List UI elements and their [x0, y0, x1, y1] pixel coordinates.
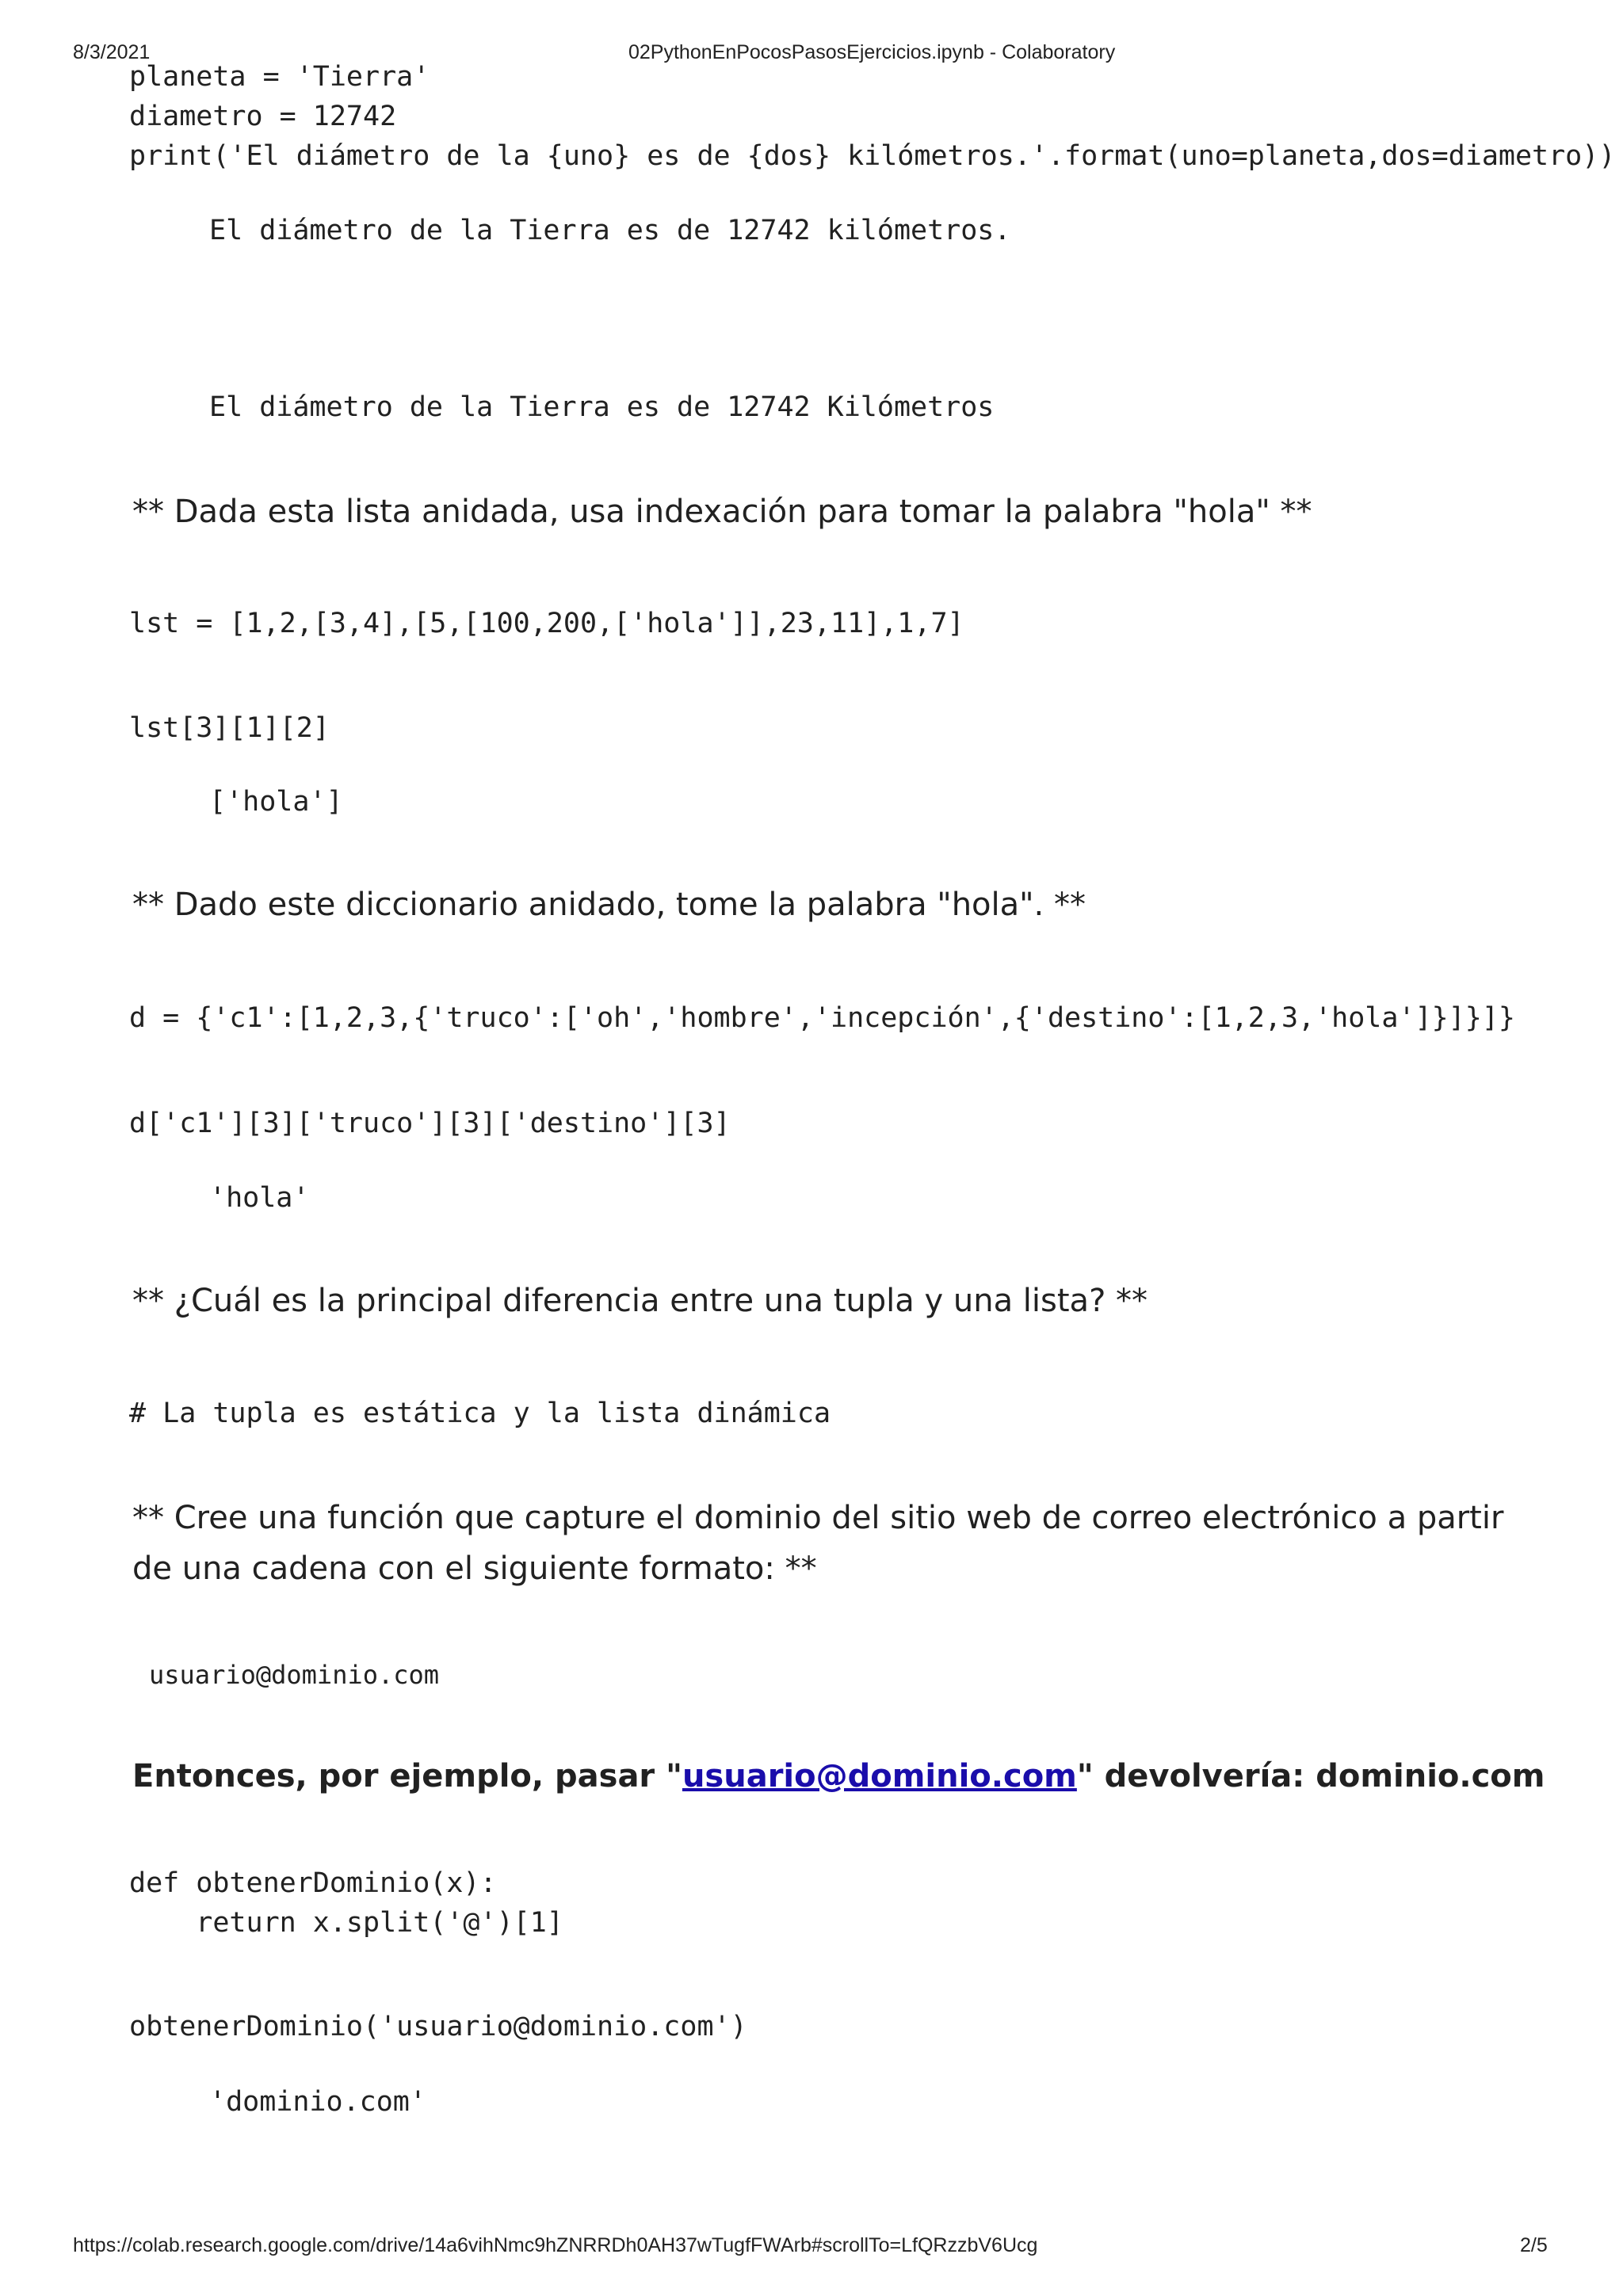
- output-hola-list: ['hola']: [209, 786, 343, 818]
- exercise-email-domain: ** Cree una función que capture el dominio del sitio web de correo electrónico a partir de una cadena con el siguiente formato: **: [132, 1500, 1504, 1587]
- code-cell-dict-index: d['c1'][3]['truco'][3]['destino'][3]: [129, 1108, 731, 1139]
- example-text-after: " devolvería: dominio.com: [1076, 1758, 1545, 1794]
- example-text-before: Entonces, por ejemplo, pasar ": [132, 1758, 682, 1794]
- print-date: 8/3/2021: [73, 41, 151, 63]
- code-cell-call: obtenerDominio('usuario@dominio.com'): [129, 2011, 747, 2042]
- code-cell-comment: # La tupla es estática y la lista dinámica: [129, 1398, 831, 1429]
- exercise-nested-dict: ** Dado este diccionario anidado, tome la palabra "hola". **: [132, 887, 1086, 923]
- code-cell-lst-index: lst[3][1][2]: [129, 712, 330, 744]
- output-diametro-kilometros: El diámetro de la Tierra es de 12742 Kilómetros: [209, 391, 995, 423]
- email-link[interactable]: usuario@dominio.com: [682, 1758, 1077, 1794]
- output-dominio: 'dominio.com': [209, 2086, 426, 2118]
- email-format-snippet: usuario@dominio.com: [149, 1660, 440, 1690]
- document-title: 02PythonEnPocosPasosEjercicios.ipynb - Colaboratory: [628, 41, 1116, 63]
- exercise-tuple-vs-list: ** ¿Cuál es la principal diferencia entre una tupla y una lista? **: [132, 1283, 1148, 1319]
- code-cell-dict: d = {'c1':[1,2,3,{'truco':['oh','hombre','incepción',{'destino':[1,2,3,'hola']}]}]}: [129, 1002, 1515, 1034]
- page-number: 2/5: [1520, 2234, 1548, 2256]
- page-url: https://colab.research.google.com/drive/14a6vihNmc9hZNRRDh0AH37wTugfFWArb#scrollTo=LfQRzzbV6Ucg: [73, 2234, 1038, 2256]
- exercise-nested-list: ** Dada esta lista anidada, usa indexación para tomar la palabra "hola" **: [132, 494, 1312, 530]
- code-cell-planeta: planeta = 'Tierra' diametro = 12742 print('El diámetro de la {uno} es de {dos} kilómetros.'.format(uno=planeta,dos=diametro)): [129, 61, 1616, 172]
- code-cell-function: def obtenerDominio(x): return x.split('@')[1]: [129, 1867, 563, 1939]
- output-diametro: El diámetro de la Tierra es de 12742 kilómetros.: [209, 215, 1011, 246]
- code-cell-lst: lst = [1,2,[3,4],[5,[100,200,['hola']],23,11],1,7]: [129, 608, 964, 639]
- output-hola-string: 'hola': [209, 1182, 310, 1214]
- exercise-example: [132, 1751, 1545, 1802]
